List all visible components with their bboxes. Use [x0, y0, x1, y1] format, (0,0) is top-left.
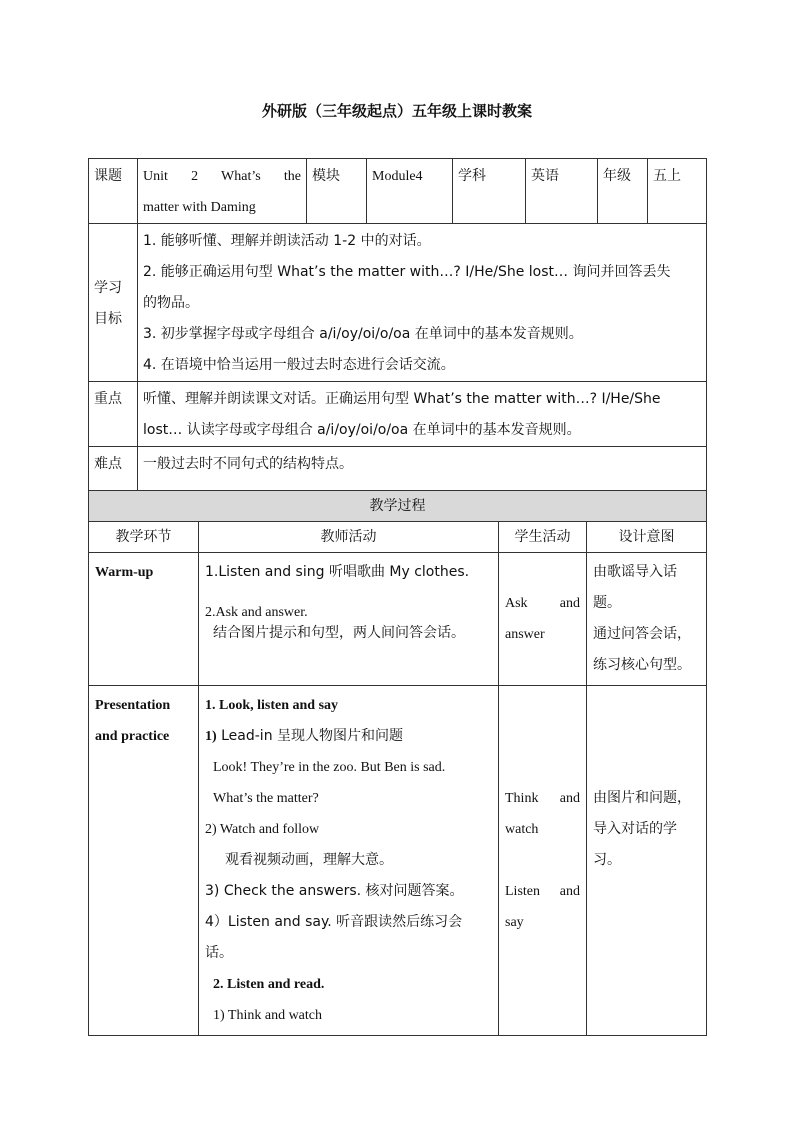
- goal-item: 的物品。: [143, 295, 199, 311]
- presentation-line: Look! They’re in the zoo. But Ben is sad.: [213, 760, 446, 775]
- goal-item: 4. 在语境中恰当运用一般过去时态进行会话交流。: [143, 357, 455, 373]
- presentation-line-text: Lead-in 呈现人物图片和问题: [216, 728, 404, 744]
- warmup-student-line: Ask and: [505, 596, 580, 611]
- presentation-line-num: 1): [205, 729, 217, 744]
- warmup-intent: [587, 553, 707, 686]
- lesson-info-table: [88, 158, 707, 493]
- presentation-intent-line: 由图片和问题，: [593, 790, 691, 806]
- presentation-student-line: say: [505, 915, 524, 930]
- presentation-teacher: [199, 686, 499, 1036]
- key-label: 重点: [89, 382, 138, 447]
- topic-value: [138, 159, 307, 224]
- presentation-intent: [587, 686, 707, 1036]
- warmup-teacher-line: 1.Listen and sing 听唱歌曲 My clothes.: [205, 564, 470, 580]
- presentation-line: 1) Think and watch: [213, 1008, 322, 1023]
- goal-item: 3. 初步掌握字母或字母组合 a/i/oy/oi/o/oa 在单词中的基本发音规则。: [143, 326, 583, 342]
- subject-label: 学科: [453, 159, 526, 224]
- presentation-heading-2: 2. Listen and read.: [213, 977, 325, 992]
- warmup-intent-line: 题。: [593, 595, 621, 611]
- page-title: 外研版（三年级起点）五年级上课时教案: [261, 102, 532, 120]
- presentation-line: 话。: [205, 945, 233, 961]
- teaching-process-table: [88, 490, 707, 1036]
- goals-content: [138, 224, 707, 382]
- key-content: [138, 382, 707, 447]
- process-band: 教学过程: [89, 491, 707, 522]
- goals-label-line-2: 目标: [94, 310, 122, 327]
- presentation-stage-line-2: and practice: [95, 729, 170, 744]
- warmup-teacher-line: 结合图片提示和句型，两人间问答会话。: [213, 625, 465, 641]
- topic-line-1: Unit 2 What’s the: [143, 169, 301, 184]
- presentation-intent-line: 导入对话的学: [593, 821, 677, 837]
- presentation-line: 观看视频动画，理解大意。: [225, 852, 393, 868]
- module-value: Module4: [367, 159, 453, 224]
- presentation-stage-line-1: Presentation: [95, 698, 171, 713]
- presentation-stage: [89, 686, 199, 1036]
- key-line-1: 听懂、理解并朗读课文对话。正确运用句型 What’s the matter with…? I/He/She: [143, 391, 661, 407]
- header-stage: 教学环节: [89, 522, 199, 553]
- presentation-line: What’s the matter?: [213, 791, 319, 806]
- grade-label: 年级: [598, 159, 648, 224]
- presentation-line: [205, 721, 492, 752]
- warmup-teacher: [199, 553, 499, 686]
- header-intent: 设计意图: [587, 522, 707, 553]
- difficulty-content: 一般过去时不同句式的结构特点。: [138, 447, 707, 493]
- module-label: 模块: [307, 159, 367, 224]
- topic-line-2: matter with Daming: [143, 200, 256, 215]
- goals-label: [89, 224, 138, 382]
- grade-value: 五上: [648, 159, 707, 224]
- warmup-student: [499, 553, 587, 686]
- presentation-intent-line: 习。: [593, 852, 621, 868]
- warmup-intent-line: 通过问答会话，: [593, 626, 691, 642]
- goal-item: 2. 能够正确运用句型 What’s the matter with…? I/He/She lost… 询问并回答丢失: [143, 264, 671, 280]
- warmup-intent-line: 由歌谣导入话: [593, 564, 677, 580]
- presentation-heading-1: 1. Look, listen and say: [205, 698, 339, 713]
- key-line-2: lost… 认读字母或字母组合 a/i/oy/oi/o/oa 在单词中的基本发音规则。: [143, 422, 581, 438]
- presentation-line: 2) Watch and follow: [205, 822, 320, 837]
- presentation-line: 3) Check the answers. 核对问题答案。: [205, 883, 464, 899]
- header-student: 学生活动: [499, 522, 587, 553]
- warmup-stage: Warm-up: [89, 553, 199, 686]
- difficulty-label: 难点: [89, 447, 138, 493]
- presentation-student: [499, 686, 587, 1036]
- subject-value: 英语: [526, 159, 598, 224]
- presentation-student-line: Think and: [505, 791, 580, 806]
- presentation-line: 4）Listen and say. 听音跟读然后练习会: [205, 914, 463, 930]
- warmup-student-line: answer: [505, 627, 545, 642]
- topic-label: 课题: [89, 159, 138, 224]
- goals-label-line-1: 学习: [94, 279, 122, 296]
- warmup-teacher-line: 2.Ask and answer.: [205, 605, 308, 620]
- header-teacher: 教师活动: [199, 522, 499, 553]
- presentation-student-line: watch: [505, 822, 539, 837]
- warmup-intent-line: 练习核心句型。: [593, 657, 691, 673]
- presentation-student-line: Listen and: [505, 884, 580, 899]
- goal-item: 1. 能够听懂、理解并朗读活动 1-2 中的对话。: [143, 233, 431, 249]
